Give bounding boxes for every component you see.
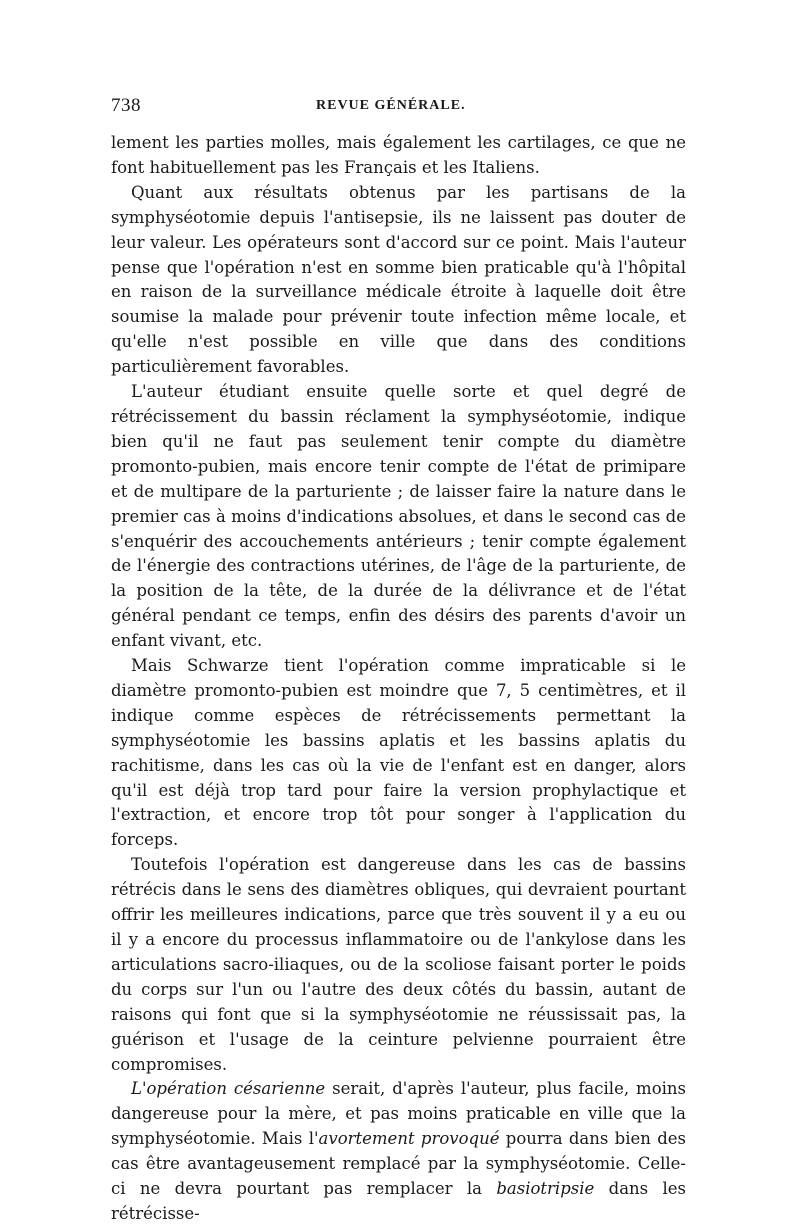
text-segment: Mais Schwarze tient l'opération comme impraticable si le diamètre promonto-pubien est moindre que 7, 5 centimètres, et il indique comme espèces de rétrécissements permettant la symphyséotomie les bassins aplatis et les bassins aplatis du rachitisme, dans les cas où la vie de l'enfant est en danger, alors qu'il est déjà trop tard pour faire la version prophylactique et l'extraction, et encore trop tôt pour songer à l'application du forceps. — [111, 656, 686, 850]
paragraph — [111, 131, 686, 181]
paragraph — [111, 181, 686, 380]
page-header — [111, 95, 686, 121]
italic-segment: avortement provoqué — [318, 1129, 500, 1149]
text-segment: dans les rétrécisse- — [111, 1179, 686, 1223]
paragraph — [111, 654, 686, 853]
text-segment: lement les parties molles, mais également les cartilages, ce que ne font habituellement pas les Français et les Italiens. — [111, 133, 686, 177]
paragraph — [111, 853, 686, 1077]
text-segment: Quant aux résultats obtenus par les partisans de la symphyséotomie depuis l'antisepsie, ils ne laissent pas douter de leur valeur. Les opérateurs sont d'accord sur ce point. Mais l'auteur pense que l'opération n'est en somme bien praticable qu'à l'hôpital en raison de la surveillance médicale étroite à laquelle doit être soumise la malade pour prévenir toute infection même locale, et qu'elle n'est possible en ville que dans des conditions particulièrement favorables. — [111, 182, 686, 377]
page-number: 738 — [111, 95, 141, 116]
text-segment: pourra dans bien des cas être avantageusement remplacé par la symphyséotomie. Celle-ci ne devra pourtant pas remplacer la — [111, 1129, 686, 1199]
text-segment: L'auteur étudiant ensuite quelle sorte et quel degré de rétrécissement du bassin réclament la symphyséotomie, indique bien qu'il ne faut pas seulement tenir compte du diamètre promonto-pubien, mais encore tenir compte de l'état de primipare et de multipare de la parturiente ; de laisser faire la nature dans le premier cas à moins d'indications absolues, et dans le second cas de s'enquérir des accouchements antérieurs ; tenir compte également de l'énergie des contractions utérines, de l'âge de la parturiente, de la position de la tête, de la durée de la délivrance et de l'état général pendant ce temps, enfin des désirs des parents d'avoir un enfant vivant, etc. — [111, 382, 686, 651]
paragraph — [111, 380, 686, 654]
italic-segment: L'opération césarienne — [131, 1079, 326, 1099]
text-segment: serait, d'après l'auteur, plus facile, moins dangereuse pour la mère, et pas moins praticable en ville que la symphyséotomie. Mais l' — [111, 1079, 687, 1149]
paragraph — [111, 1077, 686, 1226]
running-head: REVUE GÉNÉRALE. — [316, 98, 466, 113]
text-segment: Toutefois l'opération est dangereuse dans les cas de bassins rétrécis dans le sens des diamètres obliques, qui devraient pourtant offrir les meilleures indications, parce que très souvent il y a eu ou il y a encore du processus inflammatoire ou de l'ankylose dans les articulations sacro-iliaques, ou de la scoliose faisant porter le poids du corps sur l'un ou l'autre des deux côtés du bassin, autant de raisons qui font que si la symphyséotomie ne réussissait pas, la guérison et l'usage de la ceinture pelvienne pourraient être compromises. — [111, 855, 686, 1074]
body-text — [111, 131, 686, 1227]
italic-segment: basiotripsie — [496, 1179, 595, 1199]
